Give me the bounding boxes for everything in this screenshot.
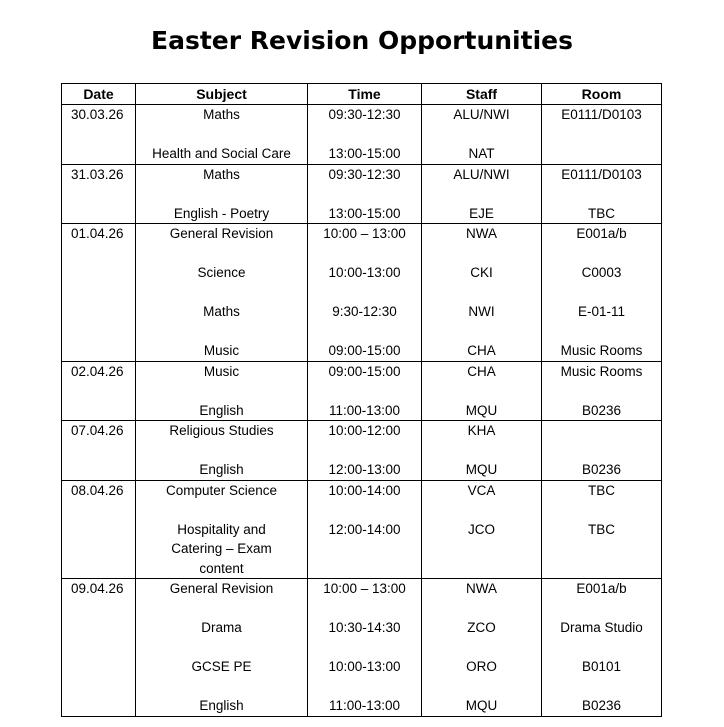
staff-cell — [422, 579, 542, 717]
header-row — [62, 84, 662, 105]
subject-cell — [136, 164, 308, 224]
room-text — [542, 144, 661, 164]
subject-text: Science — [197, 265, 246, 280]
date-text: 09.04.26 — [71, 581, 124, 596]
time-cell — [308, 361, 422, 421]
spacer — [136, 322, 307, 342]
spacer — [308, 441, 421, 461]
spacer — [422, 125, 541, 145]
subject-text: Drama — [201, 620, 242, 635]
spacer — [542, 441, 661, 461]
spacer — [308, 500, 421, 520]
subject-cell — [136, 361, 308, 421]
spacer — [136, 677, 307, 697]
spacer — [422, 599, 541, 619]
time-text: 10:00 – 13:00 — [323, 581, 406, 596]
revision-table — [61, 83, 662, 717]
time-text: 11:00-13:00 — [328, 698, 401, 713]
spacer — [136, 381, 307, 401]
spacer — [422, 184, 541, 204]
time-cell — [308, 105, 422, 165]
date-text: 30.03.26 — [71, 107, 124, 122]
date-text: 02.04.26 — [71, 363, 124, 379]
spacer — [422, 500, 541, 520]
spacer — [542, 322, 661, 342]
staff-text: JCO — [468, 521, 495, 537]
spacer — [136, 500, 307, 520]
subject-text: English — [199, 462, 244, 477]
staff-cell — [422, 164, 542, 224]
staff-text: EJE — [469, 205, 494, 221]
spacer — [308, 184, 421, 204]
date-cell — [62, 164, 136, 224]
spacer — [422, 441, 541, 461]
date-cell — [62, 105, 136, 165]
subject-text: English — [199, 402, 244, 418]
spacer — [136, 244, 307, 264]
header-date: Date — [62, 84, 136, 105]
time-text: 11:00-13:00 — [328, 402, 401, 418]
time-cell — [308, 421, 422, 481]
staff-text: NAT — [468, 146, 495, 161]
staff-text: NWI — [468, 304, 495, 319]
table-row — [62, 579, 662, 717]
header-staff: Staff — [422, 84, 542, 105]
time-text: 9:30-12:30 — [332, 304, 397, 319]
room-cell — [542, 421, 662, 481]
staff-cell — [422, 105, 542, 165]
spacer — [422, 244, 541, 264]
time-text: 10:00-13:00 — [328, 265, 401, 280]
spacer — [422, 677, 541, 697]
subject-text: English — [199, 698, 244, 713]
header-room: Room — [542, 84, 662, 105]
room-text: B0236 — [581, 698, 622, 713]
spacer — [308, 125, 421, 145]
room-cell — [542, 164, 662, 224]
room-text: E-01-11 — [577, 304, 626, 319]
subject-cell — [136, 224, 308, 362]
spacer — [308, 638, 421, 658]
time-text: 09:00-15:00 — [328, 343, 401, 358]
time-cell — [308, 579, 422, 717]
time-text: 10:00-12:00 — [328, 423, 401, 438]
time-text: 09:00-15:00 — [328, 363, 401, 379]
spacer — [422, 638, 541, 658]
time-text: 09:30-12:30 — [328, 107, 401, 122]
header-subject: Subject — [136, 84, 308, 105]
staff-text: ZCO — [467, 620, 496, 635]
spacer — [136, 184, 307, 204]
room-text: TBC — [588, 205, 615, 221]
spacer — [308, 599, 421, 619]
header-time: Time — [308, 84, 422, 105]
staff-cell — [422, 480, 542, 579]
spacer — [308, 677, 421, 697]
room-text: Music Rooms — [560, 363, 643, 379]
room-text: TBC — [588, 521, 615, 537]
date-cell — [62, 421, 136, 481]
spacer — [542, 381, 661, 401]
time-text: 10:30-14:30 — [328, 620, 401, 635]
page-title: Easter Revision Opportunities — [151, 26, 573, 55]
room-text: Drama Studio — [560, 620, 643, 635]
date-text: 31.03.26 — [71, 166, 124, 182]
spacer — [308, 322, 421, 342]
room-text: C0003 — [581, 265, 622, 280]
subject-text: GCSE PE — [191, 659, 252, 674]
spacer — [308, 244, 421, 264]
staff-text: MQU — [465, 698, 498, 713]
table-row — [62, 480, 662, 579]
staff-text: ORO — [466, 659, 497, 674]
spacer — [422, 381, 541, 401]
date-text: 08.04.26 — [71, 482, 124, 498]
time-text: 13:00-15:00 — [328, 146, 401, 161]
table-row — [62, 361, 662, 421]
staff-text: CHA — [467, 363, 496, 379]
staff-text: MQU — [465, 402, 498, 418]
subject-text: Maths — [203, 166, 240, 182]
subject-text: Music — [203, 363, 240, 379]
subject-cell — [136, 421, 308, 481]
time-cell — [308, 480, 422, 579]
room-text: B0236 — [581, 462, 622, 477]
room-text — [542, 421, 661, 441]
staff-text: MQU — [465, 462, 498, 477]
spacer — [542, 125, 661, 145]
room-cell — [542, 224, 662, 362]
staff-cell — [422, 361, 542, 421]
staff-text: ALU/NWI — [453, 166, 510, 182]
subject-text: Maths — [203, 107, 240, 122]
date-cell — [62, 579, 136, 717]
spacer — [136, 441, 307, 461]
spacer — [136, 638, 307, 658]
spacer — [422, 283, 541, 303]
subject-text: Music — [203, 343, 240, 358]
time-text: 12:00-13:00 — [328, 462, 401, 477]
staff-text: CKI — [470, 265, 493, 280]
subject-text: Computer Science — [165, 482, 278, 498]
table-row — [62, 164, 662, 224]
room-text: E0111/D0103 — [561, 166, 642, 182]
room-cell — [542, 361, 662, 421]
staff-cell — [422, 224, 542, 362]
subject-text: General Revision — [169, 226, 274, 241]
spacer — [542, 599, 661, 619]
staff-text: CHA — [467, 343, 496, 358]
room-text: E0111/D0103 — [561, 107, 642, 122]
spacer — [542, 500, 661, 520]
spacer — [308, 381, 421, 401]
spacer — [136, 125, 307, 145]
spacer — [136, 283, 307, 303]
room-text: E001a/b — [576, 581, 627, 596]
time-text: 10:00-14:00 — [328, 482, 401, 498]
subject-text: Health and Social Care — [152, 146, 291, 161]
subject-text: Religious Studies — [169, 423, 274, 438]
subject-text: Maths — [203, 304, 240, 319]
staff-cell — [422, 421, 542, 481]
staff-text: NWA — [466, 226, 497, 241]
spacer — [308, 283, 421, 303]
time-text: 12:00-14:00 — [328, 521, 401, 537]
date-cell — [62, 361, 136, 421]
staff-text: KHA — [467, 423, 496, 438]
date-cell — [62, 224, 136, 362]
subject-cell — [136, 105, 308, 165]
room-cell — [542, 579, 662, 717]
time-cell — [308, 164, 422, 224]
room-cell — [542, 105, 662, 165]
spacer — [542, 184, 661, 204]
date-text: 07.04.26 — [71, 423, 124, 438]
spacer — [136, 599, 307, 619]
spacer — [542, 677, 661, 697]
subject-cell — [136, 579, 308, 717]
time-text: 10:00 – 13:00 — [323, 226, 406, 241]
subject-text: Hospitality and Catering – Exam content — [171, 521, 272, 576]
time-text: 10:00-13:00 — [328, 659, 401, 674]
table-row — [62, 105, 662, 165]
time-text: 13:00-15:00 — [328, 205, 401, 221]
room-text: Music Rooms — [560, 343, 643, 358]
room-text: B0236 — [581, 402, 622, 418]
subject-text: General Revision — [169, 581, 274, 596]
spacer — [422, 322, 541, 342]
time-text: 09:30-12:30 — [328, 166, 401, 182]
room-text: B0101 — [581, 659, 622, 674]
table-row — [62, 421, 662, 481]
spacer — [542, 244, 661, 264]
staff-text: VCA — [467, 482, 496, 498]
room-text: TBC — [588, 482, 615, 498]
room-cell — [542, 480, 662, 579]
date-cell — [62, 480, 136, 579]
subject-cell — [136, 480, 308, 579]
spacer — [542, 283, 661, 303]
time-cell — [308, 224, 422, 362]
table-row — [62, 224, 662, 362]
room-text: E001a/b — [576, 226, 627, 241]
staff-text: NWA — [466, 581, 497, 596]
date-text: 01.04.26 — [71, 226, 124, 241]
staff-text: ALU/NWI — [453, 107, 510, 122]
subject-text: English - Poetry — [173, 205, 270, 221]
spacer — [542, 638, 661, 658]
